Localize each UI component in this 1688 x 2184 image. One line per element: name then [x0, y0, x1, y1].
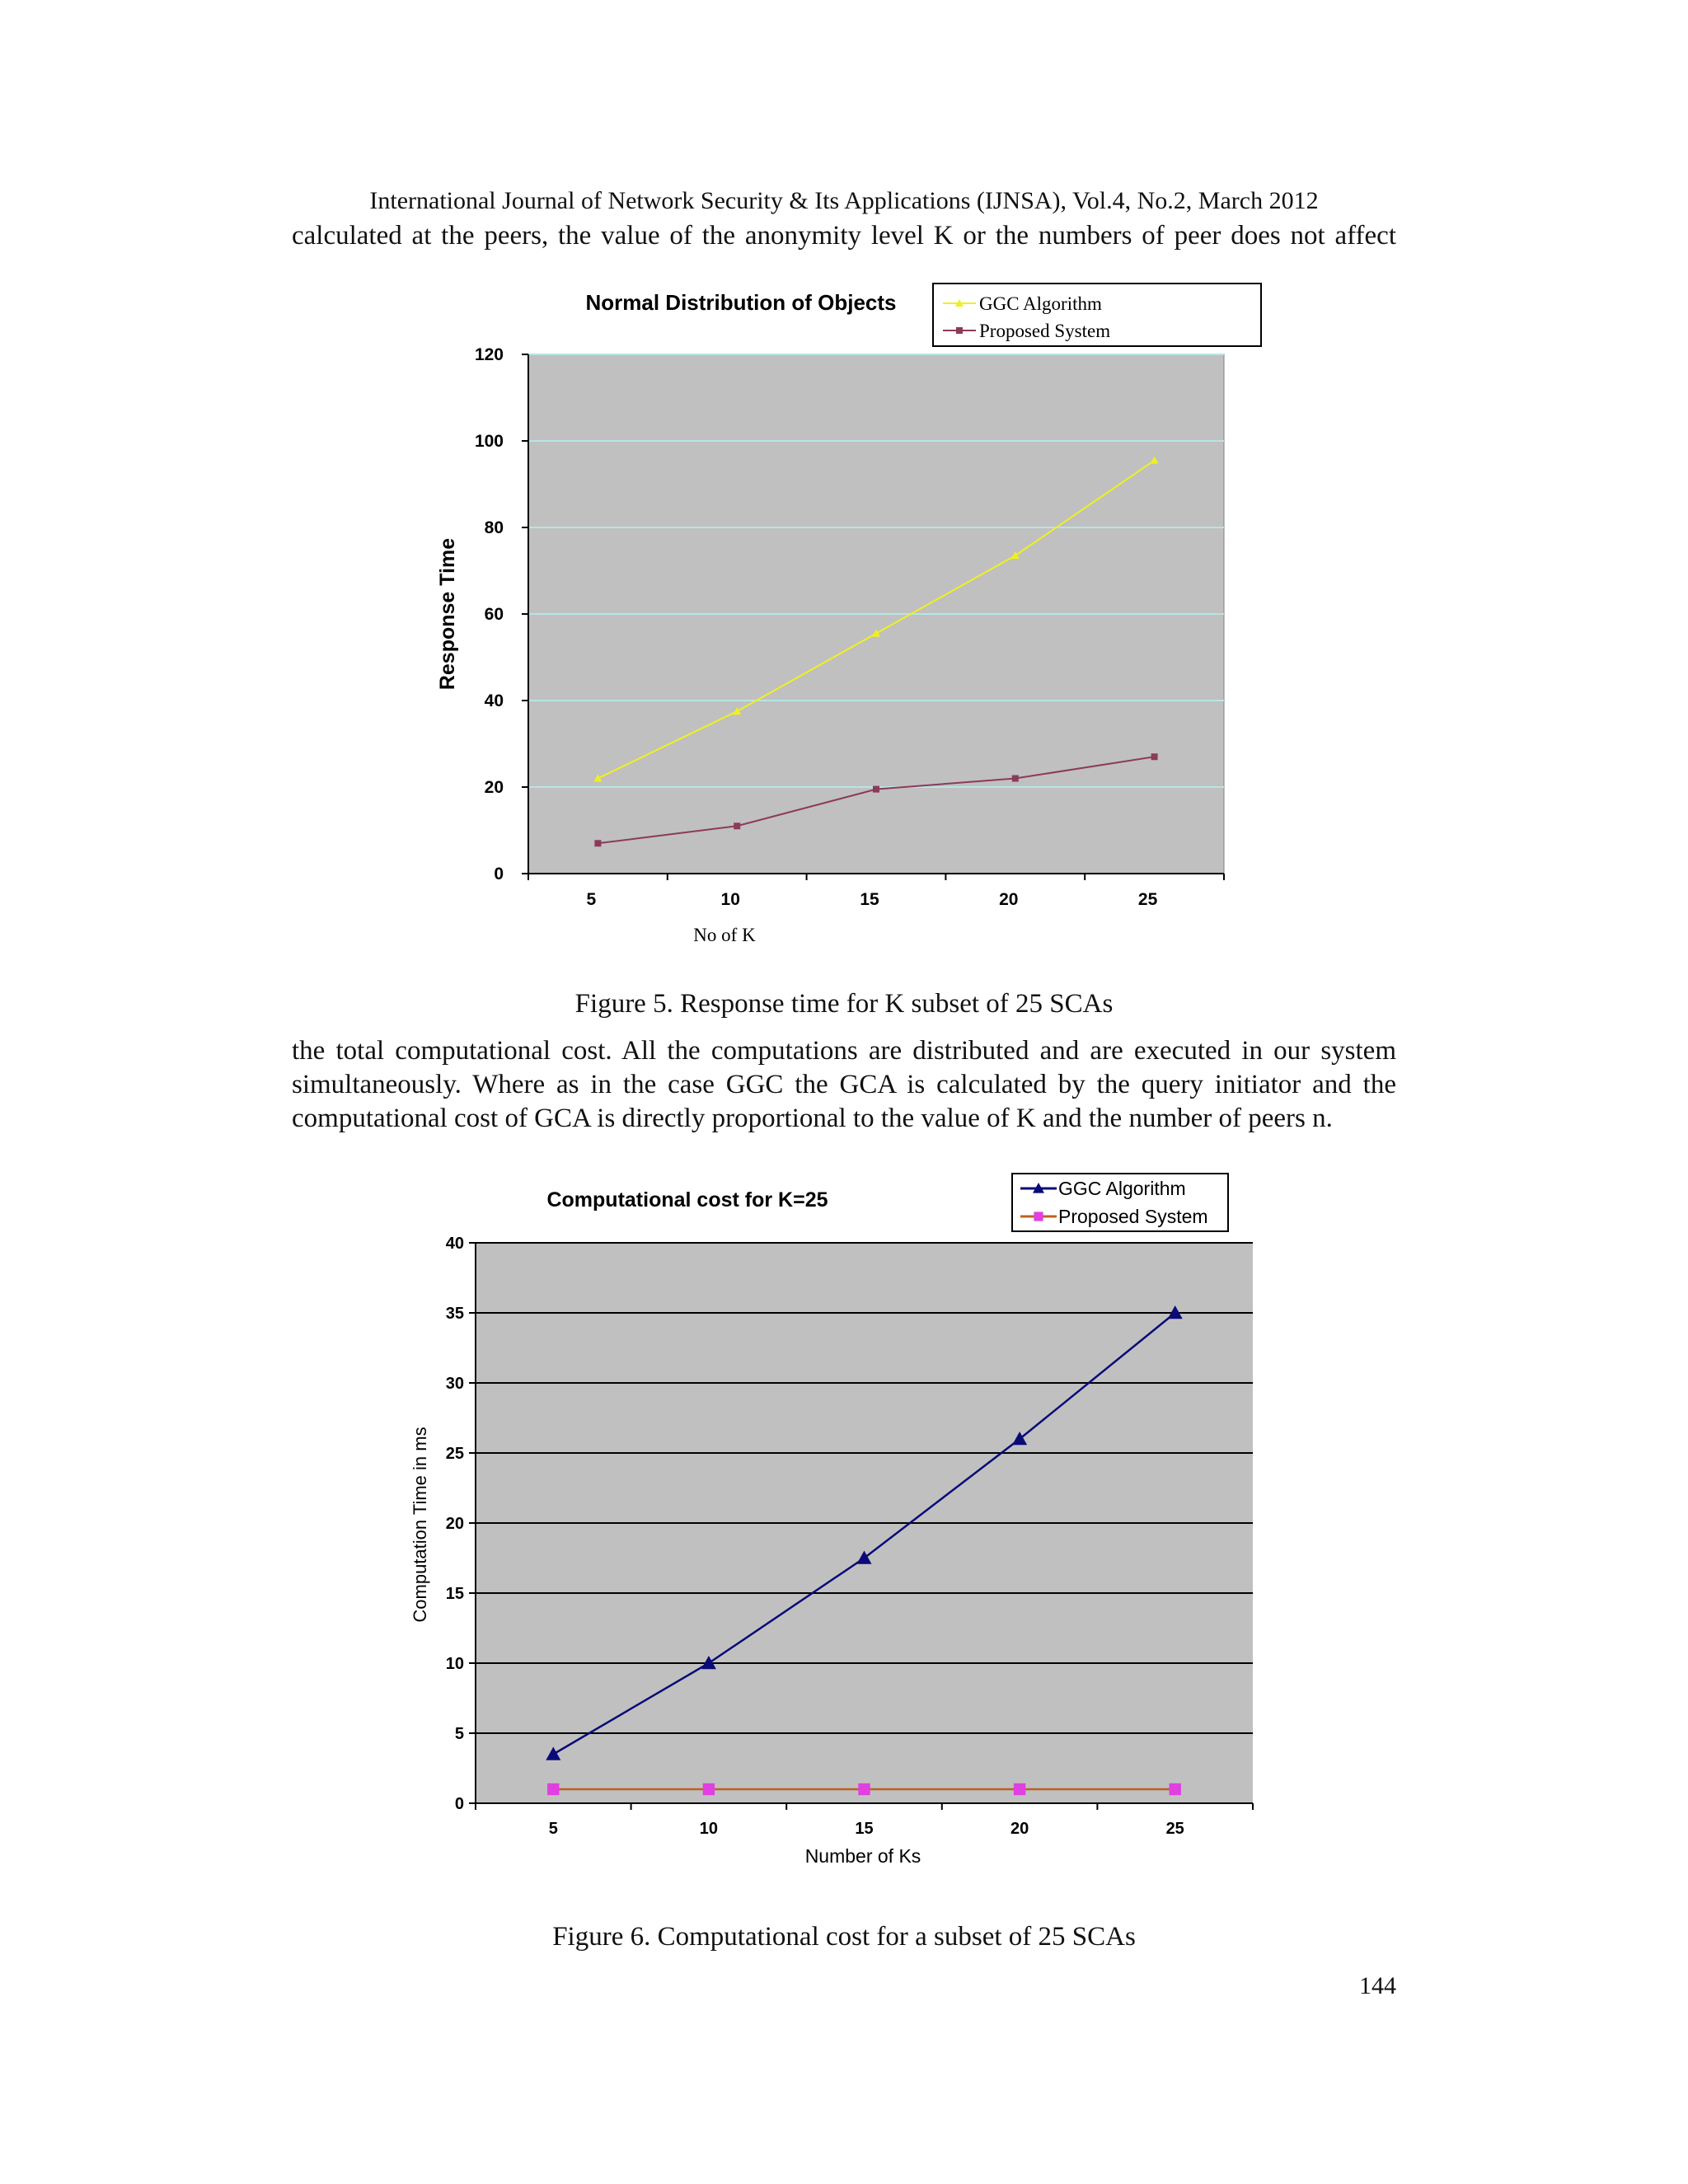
data-point-square	[873, 786, 879, 793]
legend-swatch-marker	[1034, 1212, 1043, 1221]
data-point-square	[734, 823, 740, 829]
chart-title: Computational cost for K=25	[546, 1188, 828, 1212]
data-point-square	[1014, 1783, 1025, 1795]
legend-label: GGC Algorithm	[1058, 1178, 1186, 1199]
data-point-square	[594, 840, 601, 846]
x-axis-label: No of K	[693, 925, 756, 945]
y-tick-label: 0	[454, 1795, 464, 1813]
y-axis-label: Response Time	[436, 537, 459, 691]
x-tick-label: 10	[699, 1820, 719, 1838]
x-tick-label: 5	[548, 1820, 558, 1838]
x-tick-label: 25	[1137, 890, 1158, 909]
legend-label: Proposed System	[1058, 1206, 1208, 1227]
paragraph-line: the total computational cost. All the computations are distributed and are executed in our system	[292, 1036, 1396, 1066]
figure-5-chart	[0, 272, 1688, 964]
data-point-square	[703, 1783, 715, 1795]
figure-5-caption: Figure 5. Response time for K subset of 25 SCAs	[574, 989, 1114, 1019]
legend-label: Proposed System	[979, 321, 1111, 341]
y-tick-label: 35	[445, 1305, 464, 1323]
paragraph-line: simultaneously. Where as in the case GGC the GCA is calculated by the query initiator and the	[292, 1070, 1396, 1099]
figure-6-chart	[0, 1162, 1688, 1887]
x-tick-label: 20	[1010, 1820, 1029, 1838]
legend-swatch-marker	[956, 327, 963, 334]
y-tick-label: 40	[445, 1235, 464, 1253]
legend-label: GGC Algorithm	[979, 293, 1102, 314]
y-tick-label: 15	[445, 1585, 464, 1603]
y-tick-label: 30	[445, 1375, 464, 1393]
paragraph-line: calculated at the peers, the value of the anonymity level K or the numbers of peer does not affect	[292, 221, 1396, 251]
y-tick-label: 0	[494, 865, 504, 883]
data-point-square	[1012, 776, 1019, 782]
x-tick-label: 15	[860, 890, 879, 909]
x-tick-label: 20	[999, 890, 1019, 909]
figure-6-caption: Figure 6. Computational cost for a subset of 25 SCAs	[552, 1922, 1136, 1952]
y-tick-label: 120	[474, 345, 504, 364]
y-tick-label: 25	[445, 1445, 464, 1463]
y-tick-label: 20	[445, 1515, 464, 1533]
y-tick-label: 100	[474, 432, 504, 451]
data-point-square	[547, 1783, 559, 1795]
y-axis-label: Computation Time in ms	[410, 1427, 430, 1623]
data-point-square	[858, 1783, 870, 1795]
paragraph-1	[292, 219, 1396, 253]
y-tick-label: 20	[484, 778, 504, 797]
y-tick-label: 10	[445, 1655, 464, 1673]
y-tick-label: 5	[454, 1725, 464, 1743]
x-tick-label: 15	[855, 1820, 874, 1838]
x-tick-label: 25	[1165, 1820, 1184, 1838]
x-tick-label: 5	[586, 890, 597, 909]
y-tick-label: 60	[484, 605, 504, 624]
chart-title: Normal Distribution of Objects	[585, 290, 897, 315]
journal-header: International Journal of Network Security & Its Applications (IJNSA), Vol.4, No.2, March 2012	[369, 187, 1319, 214]
page-number: 144	[1359, 1972, 1396, 1999]
data-point-square	[1170, 1783, 1181, 1795]
x-tick-label: 10	[720, 890, 740, 909]
plot-area	[410, 1174, 1253, 1867]
y-tick-label: 80	[484, 518, 504, 537]
y-tick-label: 40	[484, 691, 504, 710]
paragraph-line: computational cost of GCA is directly proportional to the value of K and the number of peers n.	[292, 1104, 1333, 1133]
x-axis-label: Number of Ks	[804, 1845, 921, 1867]
plot-area	[436, 284, 1261, 945]
paragraph-2	[292, 1034, 1396, 1136]
data-point-square	[1151, 753, 1158, 760]
